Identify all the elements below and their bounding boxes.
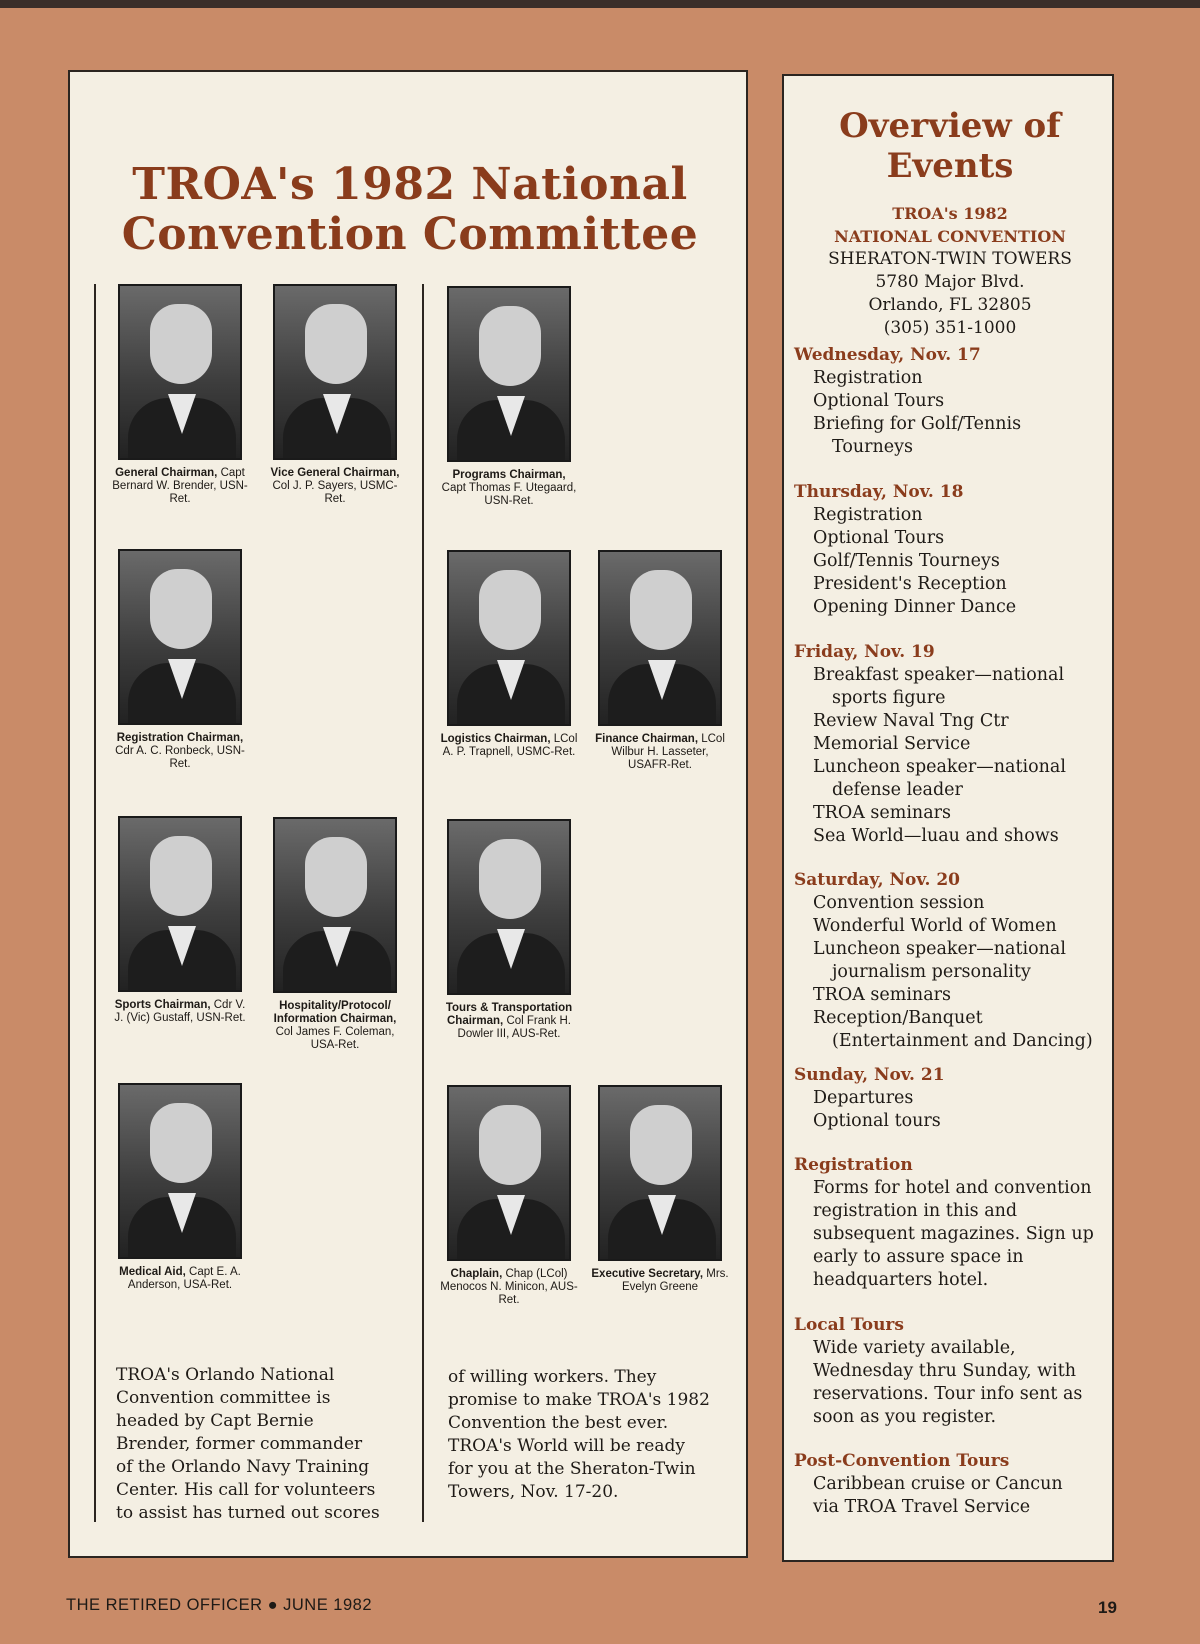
event-item: Opening Dinner Dance bbox=[813, 597, 1017, 617]
member-photo bbox=[273, 817, 397, 993]
member-card bbox=[110, 816, 250, 1025]
member-card bbox=[110, 1083, 250, 1292]
event-item: Sea World—luau and shows bbox=[813, 826, 1059, 846]
event-item: journalism personality bbox=[832, 962, 1031, 982]
member-photo bbox=[598, 1085, 722, 1261]
member-card bbox=[110, 284, 250, 506]
member-card bbox=[110, 549, 250, 771]
event-section-heading: Sunday, Nov. 21 bbox=[794, 1065, 945, 1085]
footer-publication: THE RETIRED OFFICER ● JUNE 1982 bbox=[66, 1596, 373, 1614]
member-caption: Chaplain, Chap (LCol) Menocos N. Minicon, AUS-Ret. bbox=[440, 1268, 578, 1306]
event-item: Registration bbox=[813, 505, 923, 525]
column-rule-middle bbox=[422, 284, 424, 1522]
body-text-left: TROA's Orlando National Convention committee is headed by Capt Bernie Brender, former commander of the Orlando Navy Training Center. His call for volunteers to assist has turned out scores bbox=[116, 1365, 380, 1523]
member-photo bbox=[447, 286, 571, 462]
event-item: reservations. Tour info sent as bbox=[813, 1384, 1083, 1404]
event-item: Memorial Service bbox=[813, 734, 971, 754]
convention-address: TROA's 1982 NATIONAL CONVENTION SHERATON-TWIN TOWERS 5780 Major Blvd. Orlando, FL 32805 (305) 351-1000 bbox=[828, 204, 1072, 338]
event-section bbox=[794, 869, 1112, 1053]
event-section-heading: Saturday, Nov. 20 bbox=[794, 870, 960, 890]
member-photo bbox=[447, 1085, 571, 1261]
event-item: Tourneys bbox=[832, 437, 913, 457]
member-caption: Logistics Chairman, LCol A. P. Trapnell, USMC-Ret. bbox=[440, 733, 578, 758]
event-section bbox=[794, 1064, 1112, 1133]
event-item: via TROA Travel Service bbox=[813, 1497, 1031, 1517]
title-line-2: Convention Committee bbox=[121, 209, 699, 260]
event-item: early to assure space in bbox=[813, 1247, 1024, 1267]
committee-panel bbox=[68, 70, 748, 1558]
event-item: Optional tours bbox=[813, 1111, 941, 1131]
member-card bbox=[439, 819, 579, 1041]
member-caption: Tours & Transportation Chairman, Col Frank H. Dowler III, AUS-Ret. bbox=[445, 1002, 573, 1040]
event-section bbox=[794, 1450, 1112, 1519]
member-caption: General Chairman, Capt Bernard W. Brender, USN-Ret. bbox=[112, 467, 248, 505]
overview-panel bbox=[782, 74, 1114, 1562]
overview-title: Overview of Events bbox=[839, 106, 1061, 186]
member-caption: Programs Chairman, Capt Thomas F. Utegaard, USN-Ret. bbox=[441, 469, 577, 507]
member-caption: Medical Aid, Capt E. A. Anderson, USA-Ret. bbox=[119, 1266, 241, 1291]
member-card bbox=[439, 286, 579, 508]
event-item: subsequent magazines. Sign up bbox=[813, 1224, 1094, 1244]
event-item: Review Naval Tng Ctr bbox=[813, 711, 1009, 731]
event-item: Briefing for Golf/Tennis bbox=[813, 414, 1022, 434]
event-item: headquarters hotel. bbox=[813, 1270, 989, 1290]
member-card bbox=[265, 284, 405, 506]
event-item: defense leader bbox=[832, 780, 963, 800]
event-item: Registration bbox=[813, 368, 923, 388]
event-item: Caribbean cruise or Cancun bbox=[813, 1474, 1063, 1494]
event-item: (Entertainment and Dancing) bbox=[832, 1031, 1093, 1051]
event-item: registration in this and bbox=[813, 1201, 1018, 1221]
event-item: Luncheon speaker—national bbox=[813, 939, 1066, 959]
member-card bbox=[590, 550, 730, 772]
top-band bbox=[0, 0, 1200, 8]
event-section-heading: Thursday, Nov. 18 bbox=[794, 482, 964, 502]
event-item: Luncheon speaker—national bbox=[813, 757, 1066, 777]
event-section-heading: Local Tours bbox=[794, 1315, 904, 1335]
member-photo bbox=[598, 550, 722, 726]
member-photo bbox=[118, 284, 242, 460]
member-caption: Registration Chairman, Cdr A. C. Ronbeck, USN-Ret. bbox=[115, 732, 245, 770]
event-item: TROA seminars bbox=[813, 985, 951, 1005]
event-section bbox=[794, 641, 1112, 848]
event-item: Golf/Tennis Tourneys bbox=[813, 551, 1000, 571]
event-item: Wide variety available, bbox=[813, 1338, 1016, 1358]
member-photo bbox=[118, 549, 242, 725]
body-text-right: of willing workers. They promise to make TROA's 1982 Convention the best ever. TROA's World will be ready for you at the Sheraton-Twin Towers, Nov. 17-20. bbox=[448, 1367, 710, 1502]
member-card bbox=[439, 550, 579, 759]
event-section bbox=[794, 481, 1112, 619]
event-item: Forms for hotel and convention bbox=[813, 1178, 1092, 1198]
member-caption: Finance Chairman, LCol Wilbur H. Lasseter, USAFR-Ret. bbox=[595, 733, 725, 771]
event-section bbox=[794, 344, 1112, 459]
title-line-1: TROA's 1982 National bbox=[132, 159, 688, 210]
event-item: Wonderful World of Women bbox=[813, 916, 1057, 936]
member-card bbox=[265, 817, 405, 1052]
event-item: Wednesday thru Sunday, with bbox=[813, 1361, 1077, 1381]
event-item: sports figure bbox=[832, 688, 946, 708]
member-caption: Vice General Chairman, Col J. P. Sayers, USMC-Ret. bbox=[270, 467, 400, 505]
event-item: Convention session bbox=[813, 893, 985, 913]
event-item: Reception/Banquet bbox=[813, 1008, 983, 1028]
member-card bbox=[590, 1085, 730, 1294]
event-section-heading: Post-Convention Tours bbox=[794, 1451, 1010, 1471]
event-item: Optional Tours bbox=[813, 528, 945, 548]
member-photo bbox=[273, 284, 397, 460]
page-number: 19 bbox=[1098, 1598, 1117, 1617]
page-title bbox=[70, 160, 750, 260]
event-section bbox=[794, 1154, 1112, 1292]
event-section-heading: Registration bbox=[794, 1155, 913, 1175]
member-photo bbox=[447, 819, 571, 995]
member-caption: Executive Secretary, Mrs. Evelyn Greene bbox=[591, 1268, 729, 1293]
event-item: President's Reception bbox=[813, 574, 1007, 594]
member-photo bbox=[118, 1083, 242, 1259]
member-caption: Sports Chairman, Cdr V. J. (Vic) Gustaff, USN-Ret. bbox=[114, 999, 246, 1024]
member-card bbox=[439, 1085, 579, 1307]
event-item: Optional Tours bbox=[813, 391, 945, 411]
member-photo bbox=[118, 816, 242, 992]
event-item: Departures bbox=[813, 1088, 914, 1108]
member-photo bbox=[447, 550, 571, 726]
event-item: Breakfast speaker—national bbox=[813, 665, 1065, 685]
event-section-heading: Wednesday, Nov. 17 bbox=[794, 345, 981, 365]
event-section bbox=[794, 1314, 1112, 1429]
column-rule-left bbox=[94, 284, 96, 1522]
event-section-heading: Friday, Nov. 19 bbox=[794, 642, 935, 662]
event-item: soon as you register. bbox=[813, 1407, 997, 1427]
member-caption: Hospitality/Protocol/ Information Chairman, Col James F. Coleman, USA-Ret. bbox=[273, 1000, 397, 1051]
event-item: TROA seminars bbox=[813, 803, 951, 823]
